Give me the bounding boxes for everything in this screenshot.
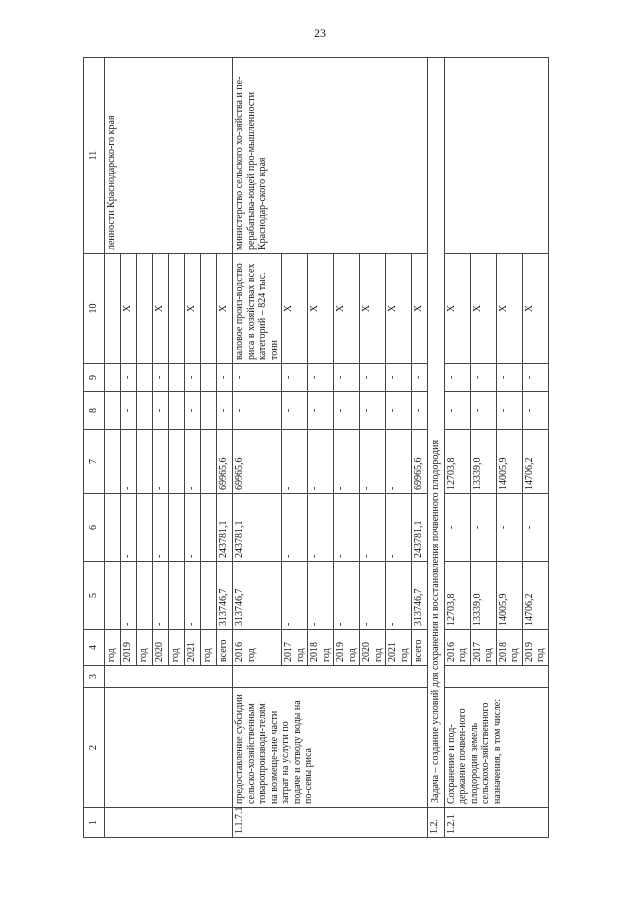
value-cell: -	[308, 392, 334, 430]
header-cell: 3	[84, 666, 105, 688]
value-cell: -	[308, 494, 334, 562]
value-cell: -	[360, 562, 386, 630]
header-cell: 7	[84, 430, 105, 494]
value-cell: -	[153, 364, 169, 392]
value-cell: 69965,6	[233, 430, 282, 494]
value-cell: -	[233, 364, 282, 392]
value-cell	[105, 430, 121, 494]
value-cell: -	[470, 364, 496, 392]
blank-cell	[444, 666, 548, 688]
value-cell: 14706,2	[522, 430, 548, 494]
value-cell: -	[233, 392, 282, 430]
executor-cell: министерство сельского хо-зяйства и пе-рерабатыва-ющей про-мышленности Краснодар-ского края	[233, 58, 428, 254]
header-cell: 4	[84, 630, 105, 666]
indicator-cell	[105, 254, 121, 364]
value-cell: 69965,6	[412, 430, 428, 494]
blank-cell	[105, 666, 233, 688]
value-cell: -	[185, 494, 201, 562]
header-cell: 10	[84, 254, 105, 364]
indicator-cell: Х	[308, 254, 334, 364]
code-cell: 1.1.7.1	[233, 808, 428, 838]
value-cell: -	[522, 494, 548, 562]
header-row	[84, 58, 105, 838]
value-cell: 243781,1	[412, 494, 428, 562]
year-cell: всего	[412, 630, 428, 666]
year-cell: год	[137, 630, 153, 666]
value-cell: -	[217, 392, 233, 430]
indicator-cell: Х	[282, 254, 308, 364]
table-row	[233, 58, 282, 838]
year-cell: 2020	[153, 630, 169, 666]
value-cell	[105, 364, 121, 392]
page-number: 23	[314, 26, 326, 40]
value-cell	[105, 562, 121, 630]
value-cell: -	[386, 392, 412, 430]
indicator-cell: Х	[334, 254, 360, 364]
value-cell: -	[153, 562, 169, 630]
year-cell: 2018 год	[308, 630, 334, 666]
value-cell: 243781,1	[217, 494, 233, 562]
value-cell	[201, 562, 217, 630]
year-cell: 2019 год	[334, 630, 360, 666]
value-cell: -	[360, 494, 386, 562]
value-cell	[137, 392, 153, 430]
title-cell: Сохранение и под-держание почвен-ного плодородия земель сельскохо-зяйственного назначения, в том числе:	[444, 688, 548, 808]
value-cell: -	[522, 392, 548, 430]
value-cell: -	[185, 392, 201, 430]
value-cell	[169, 562, 185, 630]
year-cell: 2018 год	[496, 630, 522, 666]
indicator-cell: Х	[185, 254, 201, 364]
value-cell	[201, 392, 217, 430]
year-cell: 2016 год	[233, 630, 282, 666]
value-cell: -	[153, 494, 169, 562]
value-cell: -	[217, 364, 233, 392]
value-cell: 14706,2	[522, 562, 548, 630]
value-cell: -	[496, 392, 522, 430]
indicator-cell: Х	[412, 254, 428, 364]
value-cell: -	[121, 494, 137, 562]
indicator-cell: Х	[360, 254, 386, 364]
value-cell: -	[282, 392, 308, 430]
value-cell: -	[360, 392, 386, 430]
executor-cell	[444, 58, 548, 254]
value-cell: 14005,9	[496, 430, 522, 494]
header-cell: 2	[84, 688, 105, 808]
title-cell: предоставление субсидии сельско-хозяйственным товаропроизводи-телям на возмеще-ние части затрат на услуги по подаче и отводу воды на по-севы риса	[233, 688, 428, 808]
value-cell	[169, 430, 185, 494]
year-cell: год	[105, 630, 121, 666]
header-cell: 11	[84, 58, 105, 254]
year-cell: 2021	[185, 630, 201, 666]
year-cell: 2019 год	[522, 630, 548, 666]
year-cell: 2016 год	[444, 630, 470, 666]
indicator-cell: Х	[470, 254, 496, 364]
value-cell: -	[412, 392, 428, 430]
indicator-cell: Х	[121, 254, 137, 364]
value-cell: -	[386, 364, 412, 392]
year-cell: год	[201, 630, 217, 666]
year-cell: 2017 год	[470, 630, 496, 666]
year-cell: 2021 год	[386, 630, 412, 666]
value-cell: -	[282, 430, 308, 494]
value-cell: -	[282, 494, 308, 562]
value-cell: -	[470, 494, 496, 562]
indicator-cell: Х	[217, 254, 233, 364]
value-cell: 313746,7	[217, 562, 233, 630]
value-cell: -	[153, 430, 169, 494]
value-cell: -	[334, 430, 360, 494]
value-cell	[137, 494, 153, 562]
value-cell: 313746,7	[233, 562, 282, 630]
value-cell: 13339,0	[470, 562, 496, 630]
value-cell: 14005,9	[496, 562, 522, 630]
table-row	[444, 58, 470, 838]
value-cell: 13339,0	[470, 430, 496, 494]
value-cell	[137, 562, 153, 630]
value-cell: -	[444, 494, 470, 562]
value-cell	[201, 494, 217, 562]
rotated-table-container	[83, 58, 623, 838]
indicator-cell: Х	[386, 254, 412, 364]
value-cell: -	[282, 364, 308, 392]
value-cell: -	[360, 364, 386, 392]
value-cell: 12703,8	[444, 562, 470, 630]
value-cell: -	[496, 494, 522, 562]
value-cell: 12703,8	[444, 430, 470, 494]
value-cell: -	[386, 430, 412, 494]
value-cell: -	[496, 364, 522, 392]
value-cell: -	[185, 562, 201, 630]
value-cell: -	[153, 392, 169, 430]
year-cell: всего	[217, 630, 233, 666]
value-cell: -	[444, 364, 470, 392]
executor-cell: ленности Краснодарско-го края	[105, 58, 233, 254]
value-cell: -	[121, 562, 137, 630]
indicator-cell: Х	[522, 254, 548, 364]
header-cell: 8	[84, 392, 105, 430]
value-cell: -	[121, 364, 137, 392]
value-cell: -	[386, 562, 412, 630]
value-cell: 69965,6	[217, 430, 233, 494]
indicator-cell: валовое произ-водство риса в хозяйствах всех категорий – 824 тыс. тонн	[233, 254, 282, 364]
value-cell: -	[185, 430, 201, 494]
value-cell	[169, 494, 185, 562]
value-cell: -	[360, 430, 386, 494]
year-cell: 2019	[121, 630, 137, 666]
value-cell: 243781,1	[233, 494, 282, 562]
title-cell	[105, 688, 233, 808]
value-cell: -	[308, 562, 334, 630]
value-cell: -	[522, 364, 548, 392]
value-cell: -	[334, 364, 360, 392]
program-table	[83, 57, 549, 838]
header-cell: 6	[84, 494, 105, 562]
value-cell: -	[386, 494, 412, 562]
value-cell	[201, 364, 217, 392]
value-cell	[105, 494, 121, 562]
value-cell: -	[121, 392, 137, 430]
value-cell	[137, 364, 153, 392]
value-cell: 313746,7	[412, 562, 428, 630]
header-cell: 9	[84, 364, 105, 392]
indicator-cell	[137, 254, 153, 364]
value-cell	[169, 392, 185, 430]
value-cell	[137, 430, 153, 494]
indicator-cell	[201, 254, 217, 364]
table-row	[105, 58, 121, 838]
value-cell: -	[185, 364, 201, 392]
value-cell: -	[308, 430, 334, 494]
value-cell: -	[121, 430, 137, 494]
value-cell	[105, 392, 121, 430]
value-cell	[169, 364, 185, 392]
indicator-cell	[169, 254, 185, 364]
header-cell: 1	[84, 808, 105, 838]
value-cell: -	[282, 562, 308, 630]
value-cell: -	[334, 494, 360, 562]
task-row	[428, 58, 445, 838]
value-cell: -	[308, 364, 334, 392]
code-cell: 1.2.1	[444, 808, 548, 838]
task-text-cell: Задача – создание условий для сохранения и восстановления почвенного плодородия	[428, 58, 445, 808]
year-cell: год	[169, 630, 185, 666]
indicator-cell: Х	[153, 254, 169, 364]
value-cell: -	[334, 392, 360, 430]
year-cell: 2017 год	[282, 630, 308, 666]
code-cell: 1.2.	[428, 808, 445, 838]
header-cell: 5	[84, 562, 105, 630]
value-cell: -	[412, 364, 428, 392]
year-cell: 2020 год	[360, 630, 386, 666]
indicator-cell: Х	[496, 254, 522, 364]
blank-cell	[233, 666, 428, 688]
value-cell: -	[334, 562, 360, 630]
value-cell	[201, 430, 217, 494]
code-cell	[105, 808, 233, 838]
value-cell: -	[470, 392, 496, 430]
value-cell: -	[444, 392, 470, 430]
indicator-cell: Х	[444, 254, 470, 364]
